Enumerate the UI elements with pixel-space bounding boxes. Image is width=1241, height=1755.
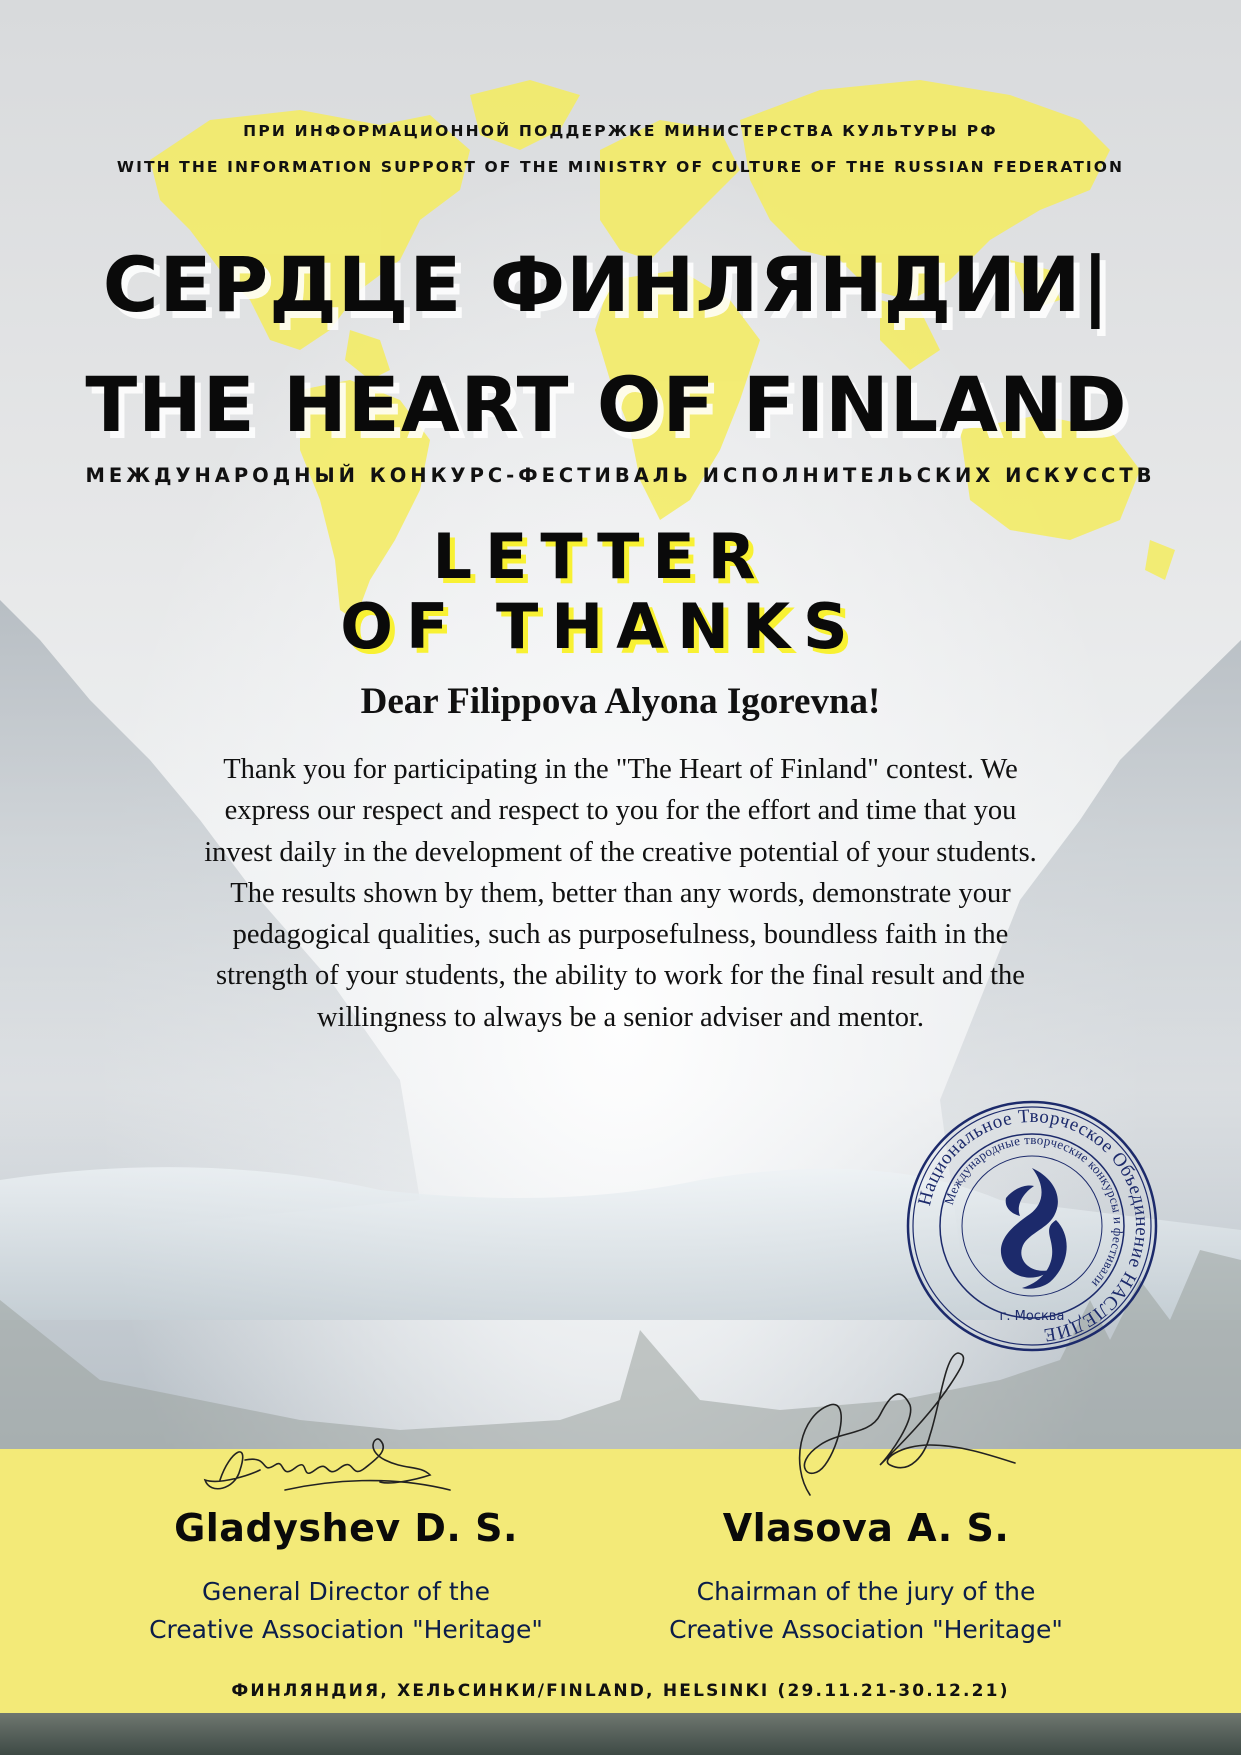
letter-heading-line1: LETTER [432, 520, 769, 593]
signer-role-line: General Director of the [202, 1577, 490, 1606]
seal-inner-text: Международные творческие конкурсы и фестивали [940, 1131, 1127, 1291]
signer-role-vlasova [586, 1573, 1146, 1649]
festival-subtitle: МЕЖДУНАРОДНЫЙ КОНКУРС-ФЕСТИВАЛЬ ИСПОЛНИТЕЛЬСКИХ ИСКУССТВ [85, 464, 1156, 487]
title-en: THE HEART OF FINLAND [85, 360, 1128, 449]
body-line: express our respect and respect to you for the effort and time that you [224, 795, 1017, 827]
body-line: invest daily in the development of the creative potential of your students. [204, 836, 1037, 868]
body-line: Thank you for participating in the "The Heart of Finland" contest. We [223, 754, 1018, 785]
signer-role-line: Creative Association "Heritage" [149, 1615, 543, 1644]
event-location-dates: ФИНЛЯНДИЯ, ХЕЛЬСИНКИ/FINLAND, HELSINKI (29.11.21-30.12.21) [231, 1681, 1010, 1701]
signature-vlasova [730, 1345, 1030, 1505]
body-line: pedagogical qualities, such as purposefulness, boundless faith in the [232, 919, 1009, 951]
body-line: The results shown by them, better than any words, demonstrate your [230, 877, 1011, 909]
support-line-ru: ПРИ ИНФОРМАЦИОННОЙ ПОДДЕРЖКЕ МИНИСТЕРСТВА КУЛЬТУРЫ РФ [243, 122, 998, 140]
signer-role-line: Chairman of the jury of the [696, 1577, 1036, 1606]
seal-emblem-icon [1001, 1168, 1067, 1289]
body-line: willingness to always be a senior adviser and mentor. [316, 1001, 925, 1033]
letter-body [130, 749, 1111, 1038]
body-line: strength of your students, the ability to work for the final result and the [216, 960, 1025, 992]
seal-city: г. Москва [999, 1309, 1065, 1324]
salutation: Dear Filippova Alyona Igorevna! [360, 681, 881, 722]
letter-heading-line2: OF THANKS [340, 590, 861, 663]
title-ru: СЕРДЦЕ ФИНЛЯНДИИ| [102, 240, 1111, 329]
signer-name-gladyshev: Gladyshev D. S. [174, 1506, 518, 1550]
signer-role-gladyshev [66, 1573, 626, 1649]
seal-outer-text: Национальное Творческое Объединение НАСЛЕДИЕ [914, 1105, 1153, 1346]
signature-gladyshev [190, 1420, 470, 1520]
official-seal [904, 1098, 1160, 1354]
support-line-en: WITH THE INFORMATION SUPPORT OF THE MINISTRY OF CULTURE OF THE RUSSIAN FEDERATION [116, 158, 1125, 176]
signer-role-line: Creative Association "Heritage" [669, 1615, 1063, 1644]
bottom-photo-strip [0, 1713, 1241, 1755]
signer-name-vlasova: Vlasova A. S. [722, 1506, 1010, 1550]
